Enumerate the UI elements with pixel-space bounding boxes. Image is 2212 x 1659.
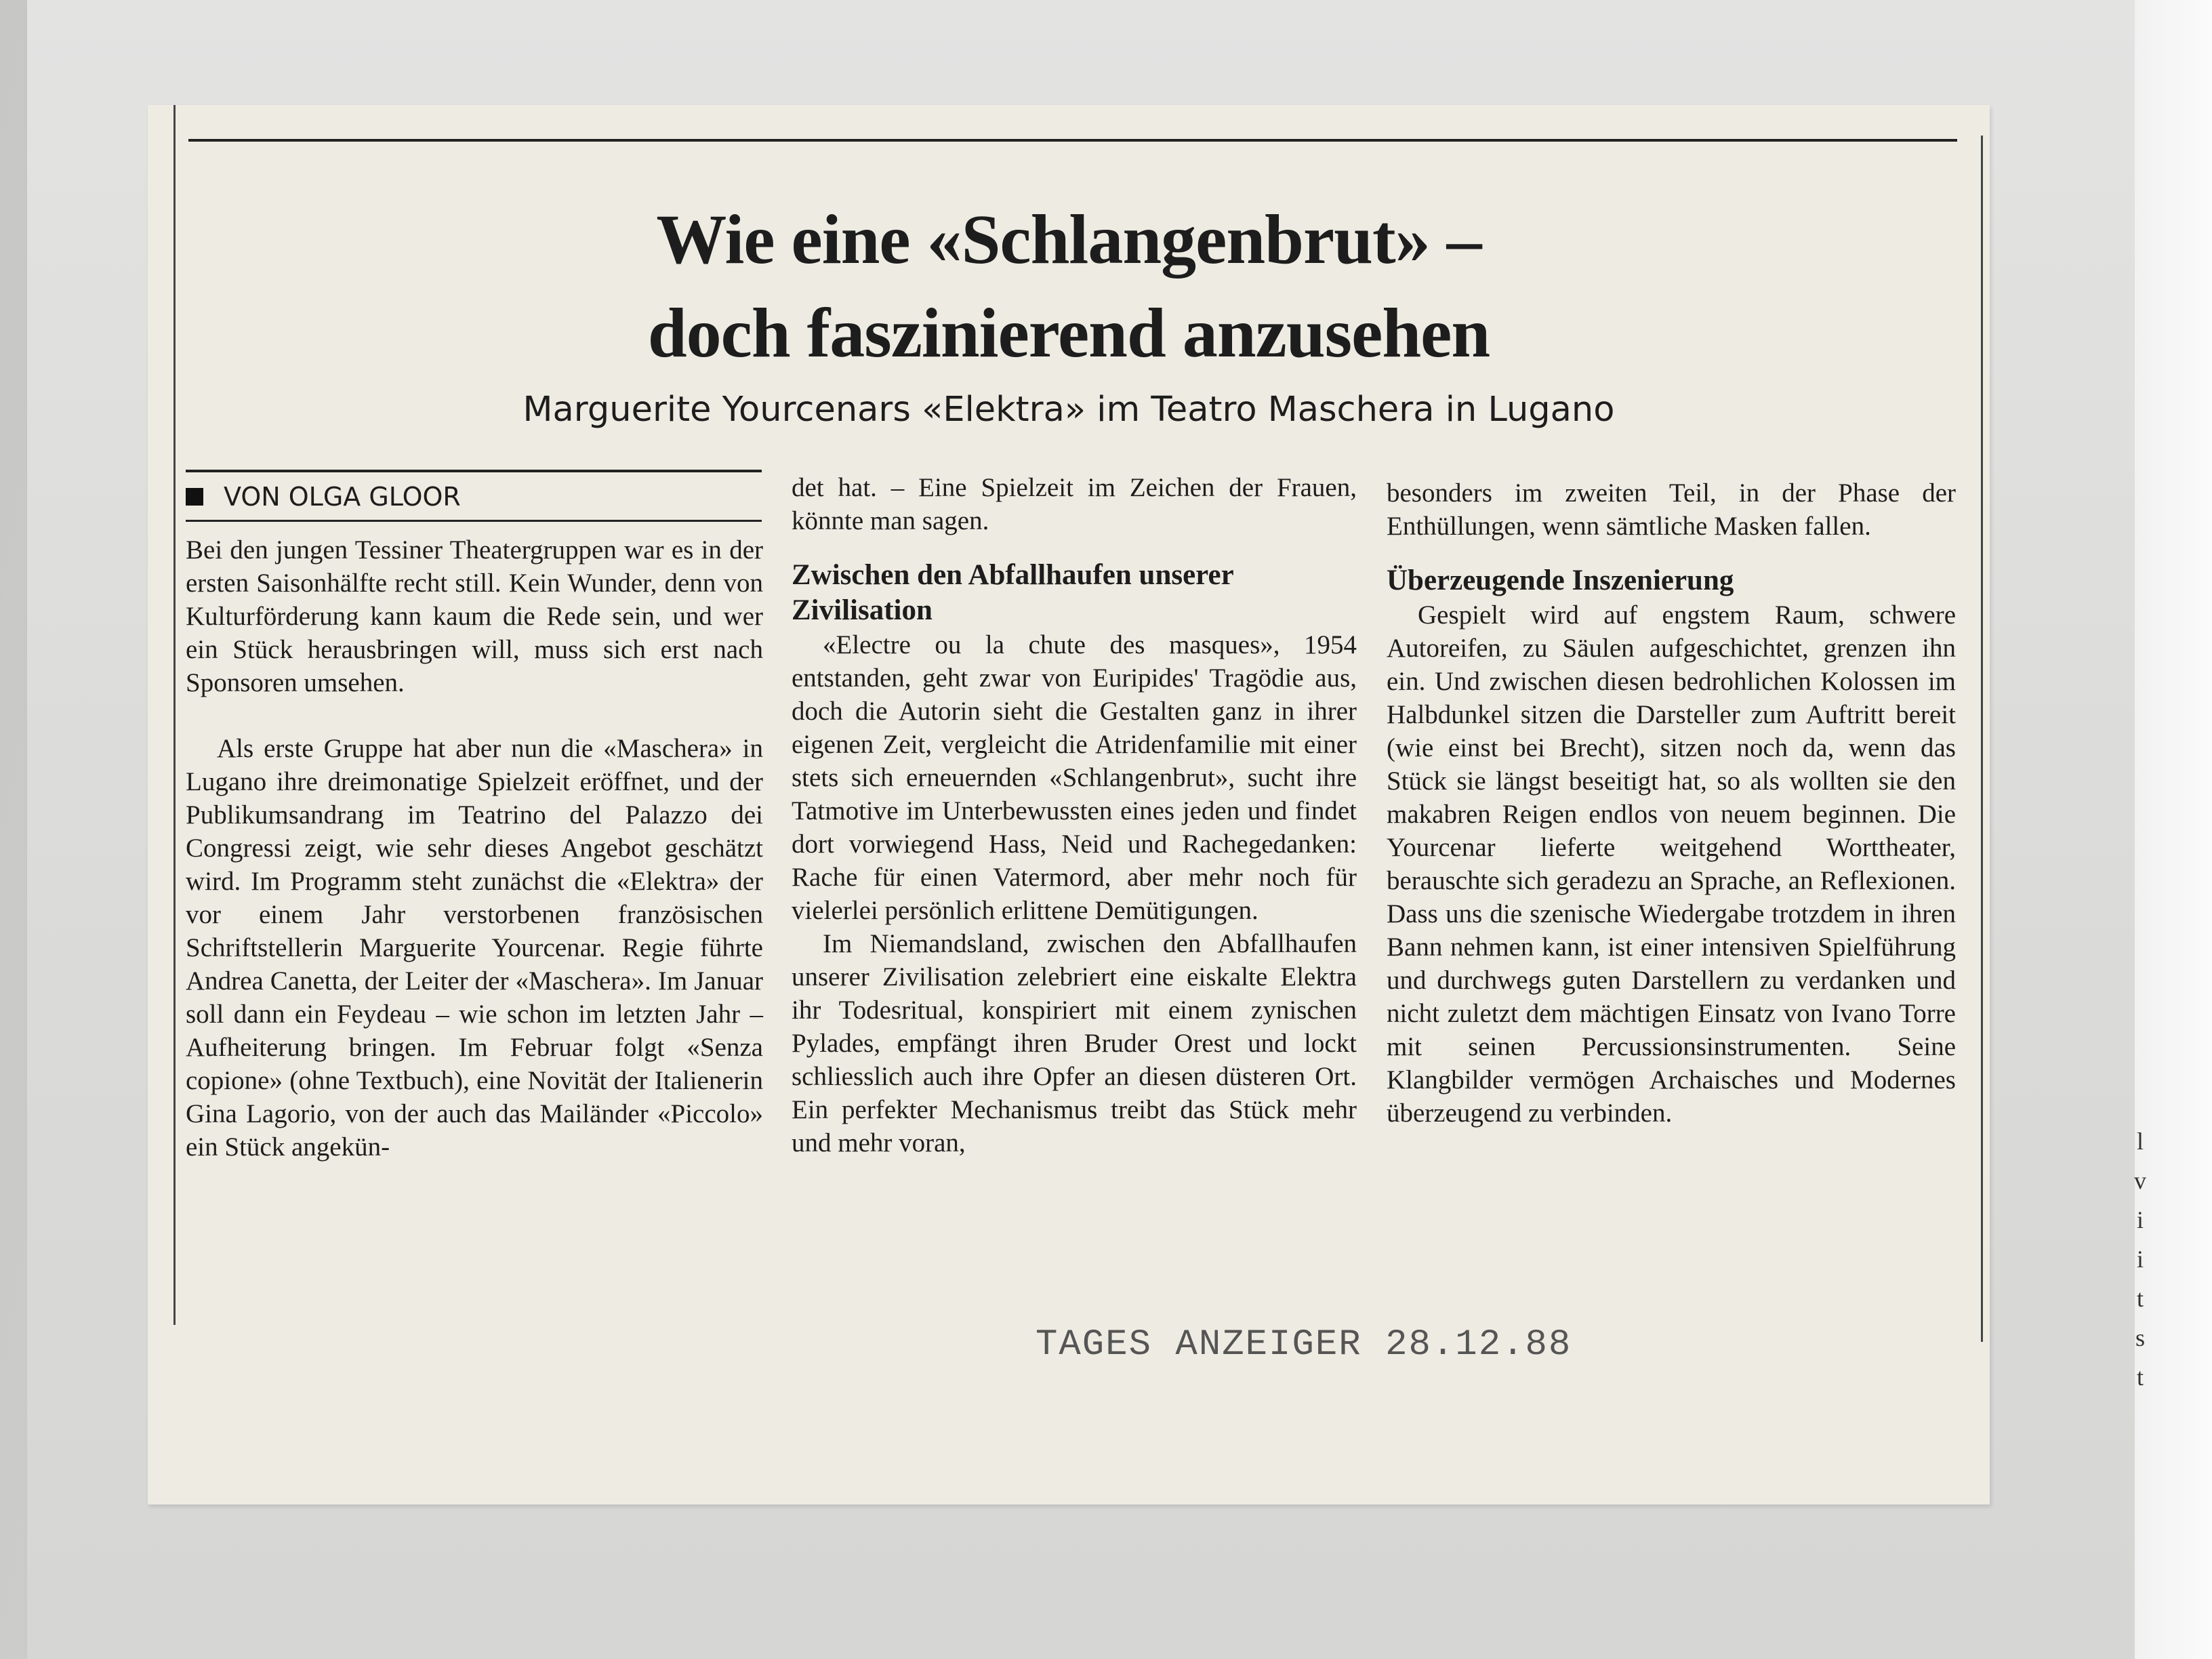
headline-line-1: Wie eine «Schlangenbrut» – [656,201,1481,279]
col3-subheading: Überzeugende Inszenierung [1387,565,1734,596]
col2-paragraph-2: «Electre ou la chute des masques», 1954 entstanden, geht zwar von Euripides' Tragödie aus, doch die Autorin sieht die Gestalten ganz in ihrer eigenen Zeit, vergleicht die Atridenfamilie mit einer stets sich erneuernden «Schlangenbrut», sucht ihre Tatmotive im Unterbewussten eines jeden und findet dort vorwiegend Hass, Neid und Rachegedanken: Rache für einen Vatermord, aber mehr noch für vielerlei persönlich erlittene Demütigungen. [792,630,1357,925]
margin-char: i [2136,1206,2144,1233]
col3-paragraph-1: besonders im zweiten Teil, in der Phase der Enthüllungen, wenn sämtliche Masken fallen. [1387,478,1956,541]
headline-line-2: doch faszinierend anzusehen [647,294,1490,372]
margin-fragment [2130,1122,2150,1440]
margin-char: s [2135,1324,2145,1351]
headline [148,193,1990,380]
margin-char: i [2136,1246,2144,1273]
newspaper-clipping [148,105,2146,1504]
top-rule [188,139,1957,142]
col2-paragraph-1: det hat. – Eine Spielzeit im Zeichen der Frauen, könnte man sagen. [792,473,1357,535]
col2-subheading: Zwischen den Abfallhaufen unserer Zivilisation [792,559,1233,626]
col2-paragraph-3: Im Niemandsland, zwischen den Abfallhaufen unserer Zivilisation zelebriert eine eiskalte Elektra ihr Todesritual, konspiriert mit einem zynischen Pylades, empfängt ihren Bruder Orest und lockt schliesslich auch ihre Opfer an diesen düsteren Ort. Ein perfekter Mechanismus treibt das Stück mehr und mehr voran, [792,929,1357,1158]
column-3 [1387,476,1956,1130]
margin-char: t [2136,1364,2144,1391]
margin-char: l [2136,1128,2144,1155]
col1-paragraph-1: Bei den jungen Tessiner Theatergruppen war es in der ersten Saisonhälfte recht still. Kein Wunder, denn von Kulturförderung kann kaum die Rede sein, und wer ein Stück herausbringen will, muss sich erst nach Sponsoren umsehen. [186,535,763,697]
date-stamp: TAGES ANZEIGER 28.12.88 [1036,1324,1572,1366]
column-2 [792,471,1357,1160]
byline-rule-bottom [186,520,762,522]
byline-rule-top [186,470,762,472]
byline [186,476,762,517]
column-1 [186,533,763,1164]
byline-text: VON OLGA GLOOR [224,482,461,512]
byline-square-icon [186,488,203,506]
col1-paragraph-2: Als erste Gruppe hat aber nun die «Maschera» in Lugano ihre dreimonatige Spielzeit eröffnet, und der Publikumsandrang im Teatrino del Palazzo dei Congressi zeigt, wie sehr dieses Angebot geschätzt wird. Im Programm steht zunächst die «Elektra» der vor einem Jahr verstorbenen französischen Schriftstellerin Marguerite Yourcenar. Regie führte Andrea Canetta, der Leiter der «Maschera». Im Januar soll dann ein Feydeau – wie schon im letzten Jahr – Aufheiterung bringen. Im Februar folgt «Senza copione» (ohne Textbuch), eine Novität der Italienerin Gina Lagorio, von der auch das Mailänder «Piccolo» ein Stück angekün- [186,734,763,1162]
margin-char: v [2134,1167,2146,1194]
margin-char: t [2136,1285,2144,1312]
col3-paragraph-2: Gespielt wird auf engstem Raum, schwere Autoreifen, zu Säulen aufgeschichtet, grenzen ihn ein. Und zwischen diesen bedrohlichen Kolossen im Halbdunkel sitzen die Darsteller zum Auftritt bereit (wie einst bei Brecht), sitzen noch da, wenn das Stück sie längst beseitigt hat, so als wollten sie den makabren Reigen endlos von neuem beginnen. Die Yourcenar lieferte weitgehend Worttheater, berauschte sich geradezu an Sprache, an Reflexionen. Dass uns die szenische Wiedergabe trotzdem in ihren Bann nehmen kann, ist einer intensiven Spielführung und durchwegs guten Darstellern zu verdanken und nicht zuletzt dem mächtigen Einsatz von Ivano Torre mit seinen Percussionsinstrumenten. Seine Klangbilder vermögen Archaisches und Modernes überzeugend zu verbinden. [1387,600,1956,1128]
subtitle: Marguerite Yourcenars «Elektra» im Teatro Maschera in Lugano [523,390,1615,430]
